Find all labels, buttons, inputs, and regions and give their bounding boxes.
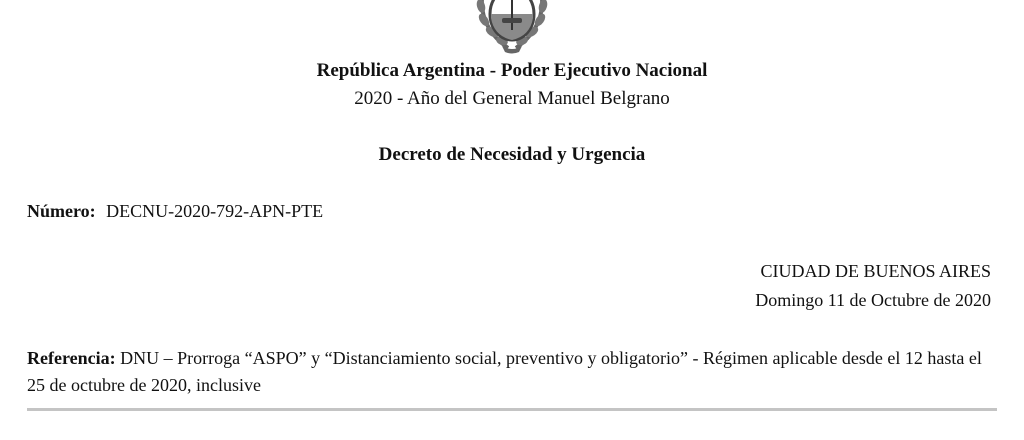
document-number-value: DECNU-2020-792-APN-PTE [106, 201, 324, 221]
header-title: República Argentina - Poder Ejecutivo Nacional [316, 60, 708, 81]
document-type: Decreto de Necesidad y Urgencia [378, 144, 646, 165]
document-date: Domingo 11 de Octubre de 2020 [755, 290, 991, 310]
section-divider [27, 408, 997, 411]
coat-of-arms-icon [472, 0, 552, 54]
reference-text: DNU – Prorroga “ASPO” y “Distanciamiento social, preventivo y obligatorio” - Régimen aplicable desde el 12 hasta el 25 de octubre de 2020, inclusive [27, 348, 982, 395]
document-number-label: Número: [27, 201, 96, 221]
document-number-row [27, 200, 323, 222]
document-place: CIUDAD DE BUENOS AIRES [760, 261, 991, 281]
header-subtitle: 2020 - Año del General Manuel Belgrano [354, 88, 670, 109]
reference-label: Referencia: [27, 348, 116, 368]
reference-block [27, 345, 997, 399]
